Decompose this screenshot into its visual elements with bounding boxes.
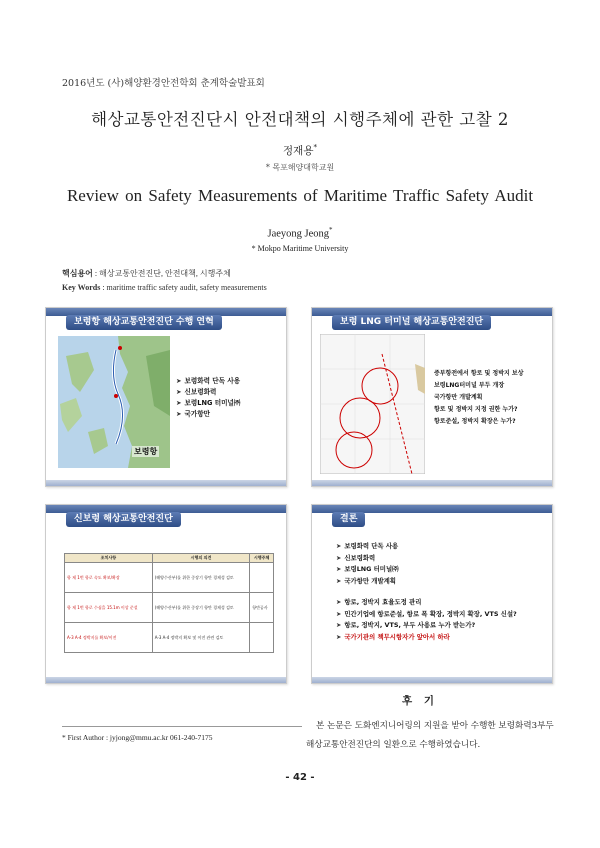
english-title: Review on Safety Measurements of Maritime Traffic Safety Audit (66, 186, 534, 205)
table-header: 조치사항 (65, 554, 153, 563)
footnote: * First Author : jyjong@mmu.ac.kr 061-240-7175 (62, 733, 213, 742)
afterword-text: 본 논문은 도화엔지니어링의 지원을 받아 수행한 보령화력3부두 해상교통안전진단의 일환으로 수행하였습니다. (306, 721, 554, 750)
slide-bullet-list (434, 368, 524, 428)
table-row: 항 제 1번 항로 속도 확보/확장 (해양수산부)를 위한 중장기 항만 경제성 검토 (65, 563, 274, 593)
footnote-divider (62, 726, 302, 727)
bullet-item: ➤ 보령화력 단독 사용 (336, 542, 399, 550)
slide-bottom-bar (46, 480, 286, 486)
table-header: 시행의 의견 (152, 554, 250, 563)
afterword-heading: 후 기 (402, 695, 438, 707)
bullet-item: ➤ 항로, 정박지 효율도정 관리 (336, 598, 422, 606)
keywords-english: Key Words : maritime traffic safety audit, safety measurements (62, 283, 267, 292)
map-label: 보령항 (134, 447, 158, 456)
slide-bottom-bar (312, 480, 552, 486)
bullet-item: ➤ 국가기관의 책무시항자가 앞아서 하라 (336, 632, 450, 641)
bullet-item: ➤ 항로, 정박지, VTS, 부두 사용료 누가 받는가? (336, 621, 476, 629)
anchorage-chart-image (320, 334, 425, 474)
korean-title: 해상교통안전진단시 안전대책의 시행주체에 관한 고찰 2 (91, 110, 509, 129)
slide-title: 결론 (332, 512, 365, 527)
bullet-item: ➤ 신보령화력 (176, 388, 217, 396)
slide-title: 신보령 해상교통안전진단 (66, 512, 181, 527)
bullet-item: ➤ 보령LNG 터미널㈜ (176, 399, 241, 407)
page-number: - 42 - (285, 772, 315, 783)
bullet-item: ➤ 신보령화력 (336, 553, 376, 562)
bullet-item: 항로 및 정박지 지정 권한 누가? (434, 406, 518, 413)
slide-boryeong-history (45, 307, 287, 487)
bullet-item: ➤ 민간기업에 항로준설, 항로 폭 확장, 정박지 확장, VTS 신설? (336, 609, 517, 618)
bullet-item: ➤ 국가항만 개발계획 (336, 576, 396, 585)
table-row: A-3 A-4 정박지를 확보/이전 A-3 A-4 정박지 확보 및 이전 관련 검토 (65, 623, 274, 653)
slide-title: 보령항 해상교통안전진단 수행 연혁 (66, 315, 222, 330)
slide-lng-terminal (311, 307, 553, 487)
bullet-item: ➤ 보령화력 단독 사용 (176, 377, 241, 385)
slide-title: 보령 LNG 터미널 해상교통안전진단 (332, 315, 491, 330)
english-author: Jaeyong Jeong* (267, 226, 333, 240)
bullet-item: 국가항만 개발계획 (434, 394, 483, 401)
slide-bullet-list (336, 541, 517, 643)
slide-bottom-bar (46, 677, 286, 683)
bullet-item: ➤ 국가항만 (176, 410, 211, 418)
bullet-item: 보령LNG터미널 부두 개장 (434, 382, 505, 389)
slide-sinboryeong (45, 504, 287, 684)
conference-header: 2016년도 (사)해양환경안전학회 춘계학술발표회 (62, 78, 265, 89)
keywords-korean: 핵심용어 : 해상교통안전진단, 안전대책, 시행주체 (62, 269, 231, 278)
korean-author: 정재용* (283, 143, 317, 157)
slide-bullet-list (176, 376, 240, 420)
measures-table (64, 553, 274, 653)
table-row: 항 제 1번 항로 수심을 15.1m 이상 준설 (해양수산부)를 위한 중장기 항만 경제성 검토 항만공사 (65, 593, 274, 623)
slide-bottom-bar (312, 677, 552, 683)
slide-conclusion (311, 504, 553, 684)
bullet-item: ➤ 보령LNG 터미널㈜ (336, 565, 399, 573)
korean-affiliation: * 목포해양대학교원 (265, 163, 335, 172)
table-header: 시행주체 (250, 554, 274, 563)
english-affiliation: * Mokpo Maritime University (251, 244, 349, 253)
bullet-item: 항로준설, 정박지 확장은 누가? (434, 418, 516, 425)
bullet-item: 증부항전에서 항로 및 정박지 보상 (434, 370, 524, 377)
